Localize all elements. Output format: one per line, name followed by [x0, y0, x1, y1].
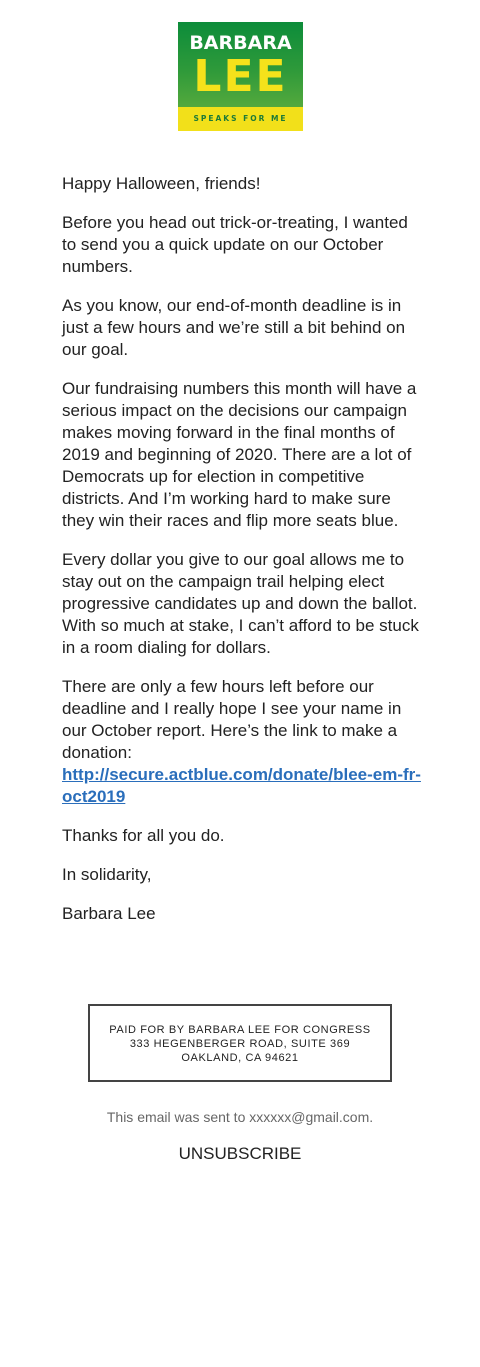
paid-for-line-3: OAKLAND, CA 94621: [181, 1052, 299, 1064]
signature: Barbara Lee: [62, 904, 156, 923]
logo-first-name: BARBARA: [189, 32, 292, 54]
body-paragraph-1: Before you head out trick-or-treating, I wanted to send you a quick update on our October numbers.: [62, 213, 408, 276]
body-paragraph-3: Our fundraising numbers this month will have a serious impact on the decisions our campaign makes moving forward in the final months of 2019 and beginning of 2020. There are a lot of Democrats up for election in competitive districts. And I’m working hard to make sure they win their races and flip more seats blue.: [62, 379, 417, 530]
logo-tagline-band: [178, 107, 303, 131]
donation-link[interactable]: http://secure.actblue.com/donate/blee-em-fr-oct2019: [62, 765, 421, 806]
thanks-line: Thanks for all you do.: [62, 826, 225, 845]
campaign-logo: [178, 22, 303, 131]
logo-tagline: SPEAKS FOR ME: [193, 114, 288, 123]
email-body: [62, 173, 422, 942]
paid-for-line-1: PAID FOR BY BARBARA LEE FOR CONGRESS: [109, 1024, 371, 1036]
paid-for-text: [90, 1023, 390, 1065]
paid-for-disclaimer: [88, 1004, 392, 1082]
logo-badge: [178, 22, 303, 131]
closing-line: In solidarity,: [62, 865, 152, 884]
donation-paragraph: [62, 676, 422, 808]
body-paragraph-4: Every dollar you give to our goal allows me to stay out on the campaign trail helping elect progressive candidates up and down the ballot. With so much at stake, I can’t afford to be stuck in a room dialing for dollars.: [62, 550, 419, 657]
greeting: Happy Halloween, friends!: [62, 174, 261, 193]
logo-last-name: LEE: [193, 51, 288, 102]
body-paragraph-5: There are only a few hours left before our deadline and I really hope I see your name in our October report. Here’s the link to make a donation:: [62, 677, 402, 762]
body-paragraph-2: As you know, our end-of-month deadline is in just a few hours and we’re still a bit behind on our goal.: [62, 296, 406, 359]
paid-for-line-2: 333 HEGENBERGER ROAD, SUITE 369: [129, 1038, 351, 1050]
unsubscribe-link[interactable]: UNSUBSCRIBE: [178, 1144, 302, 1163]
sent-to-notice: This email was sent to xxxxxx@gmail.com.: [106, 1109, 374, 1125]
